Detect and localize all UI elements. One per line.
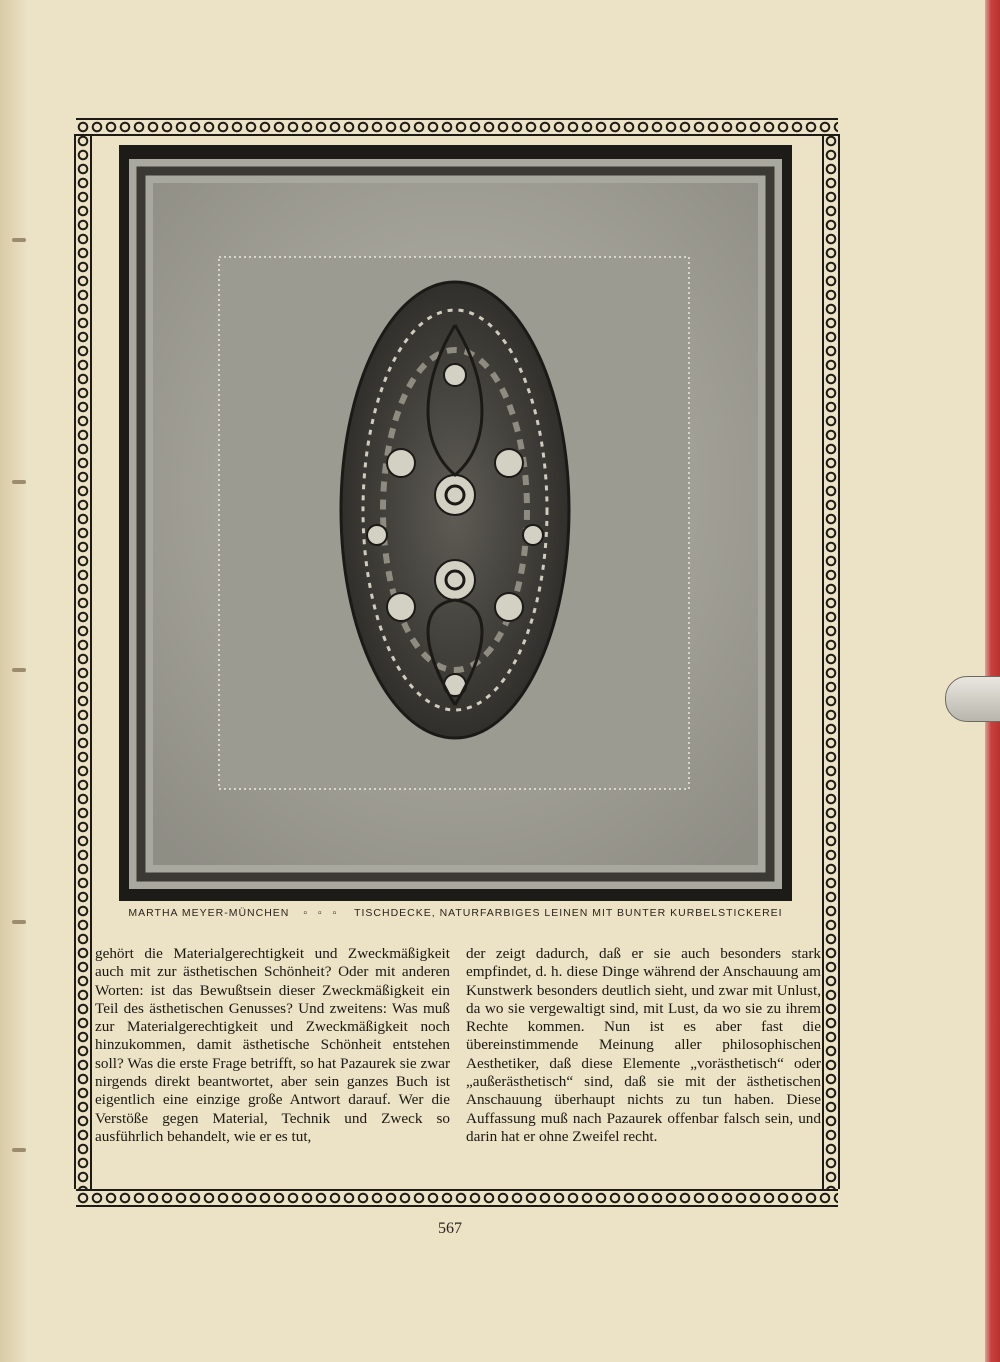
binding-stitch — [12, 920, 26, 924]
caption-author: MARTHA MEYER-MÜNCHEN — [128, 907, 290, 919]
ornament-border-right — [822, 134, 840, 1189]
ornament-border-top — [76, 118, 838, 136]
text-column-right: der zeigt dadurch, daß er sie auch besonders stark empfindet, d. h. diese Dinge während der Anschauung am Kunstwerk besonders deutlich sieht, und zwar mit Unlust, da wo sie vergewaltigt sind, mit Lust, da wo sie zu ihrem Rechte kommen. Nun ist es aber fast die übereinstimmende Meinung aller philosophischen Aesthetiker, daß diese Elemente „vorästhetisch“ oder „außerästhetisch“ sind, daß sie mit der ästhetischen Anschauung überhaupt nichts zu tun haben. Diese Auffassung muß nach Pazaurek offenbar falsch sein, und darin hat er ohne Zweifel recht. — [466, 945, 821, 1145]
page-number: 567 — [438, 1220, 462, 1237]
caption-title: TISCHDECKE, NATURFARBIGES LEINEN MIT BUNTER KURBELSTICKEREI — [354, 907, 783, 919]
tablecloth-photo — [119, 145, 792, 901]
text-column-left: gehört die Materialgerechtigkeit und Zweckmäßigkeit auch mit zur ästhetischen Schönheit? Oder mit anderen Worten: ist das Bewußtsein dieser Zweckmäßigkeit ein Teil des ästhetischen Genusses? Und zweitens: Was muß zur Materialgerechtigkeit und Zweckmäßigkeit noch hinzukommen, damit ästhetische Schönheit entstehen soll? Was die erste Frage betrifft, so hat Pazaurek sie zwar nirgends direkt beantwortet, aber sein ganzes Buch ist eigentlich eine einzige große Antwort darauf. Wer die Verstöße gegen Material, Technik und Zweck so ausführlich behandelt, wie er es tut, — [95, 945, 450, 1145]
ornament-border-bottom — [76, 1189, 838, 1207]
binding-stitch — [12, 668, 26, 672]
page-gutter — [0, 0, 28, 1362]
binding-stitch — [12, 238, 26, 242]
binding-stitch — [12, 1148, 26, 1152]
figure-caption — [119, 907, 792, 919]
bookmark-tab — [945, 676, 1000, 722]
ornament-border-left — [74, 134, 92, 1189]
caption-separator: ▫ ▫ ▫ — [303, 907, 341, 919]
binding-stitch — [12, 480, 26, 484]
